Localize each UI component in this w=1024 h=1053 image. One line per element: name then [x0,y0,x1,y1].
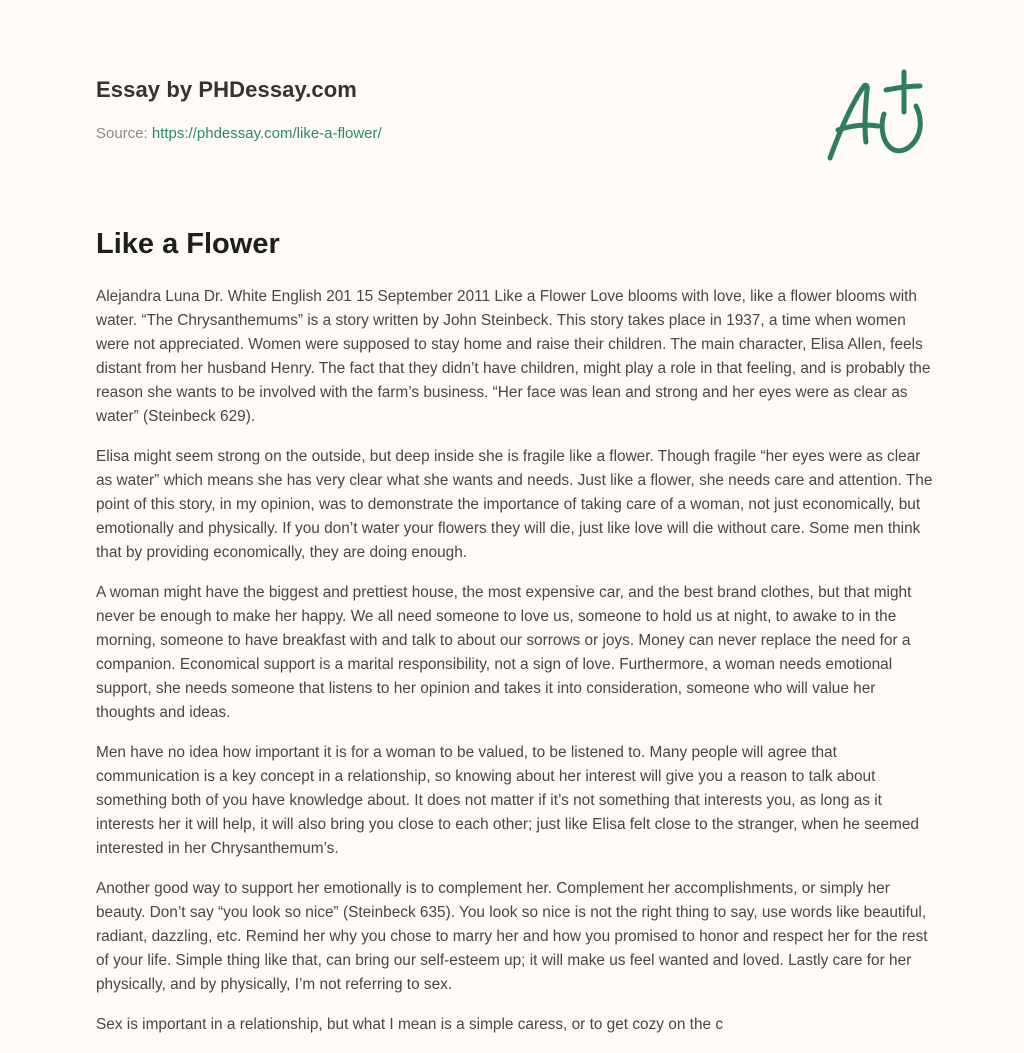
essay-body [96,285,936,1053]
source-line [96,124,796,144]
essay-paragraph: Men have no idea how important it is for a woman to be valued, to be listened to. Many people will agree that communication is a key concept in a relationship, so knowing about her interest will give you a reason to talk about something both of you have knowledge about. It does not matter if it’s not something that interests you, as long as it interests her it will help, it will also bring you close to each other; just like Elisa felt close to the stranger, when he seemed interested in her Chrysanthemum’s. [96,744,919,857]
source-label: Source: [96,125,152,142]
essay-paragraph: Alejandra Luna Dr. White English 201 15 September 2011 Like a Flower Love blooms with love, like a flower blooms with water. “The Chrysanthemums” is a story written by John Steinbeck. This story takes place in 1937, a time when women were not appreciated. Women were supposed to stay home and raise their children. The main character, Elisa Allen, feels distant from her husband Henry. The fact that they didn’t have children, might play a role in that feeling, and is probably the reason she wants to be involved with the farm’s business. “Her face was lean and strong and her eyes were as clear as water” (Steinbeck 629). [96,288,931,425]
a-plus-grade-icon [820,66,930,166]
essay-title: Like a Flower [96,228,280,260]
essay-paragraph: Elisa might seem strong on the outside, but deep inside she is fragile like a flower. Though fragile “her eyes were as clear as water” which means she has very clear what she wants and needs. Just like a flower, she needs care and attention. The point of this story, in my opinion, was to demonstrate the importance of taking care of a woman, not just economically, but emotionally and physically. If you don’t water your flowers they will die, just like love will die without care. Some men think that by providing economically, they are doing enough. [96,448,933,561]
essay-paragraph: Another good way to support her emotionally is to complement her. Complement her accomplishments, or simply her beauty. Don’t say “you look so nice” (Steinbeck 635). You look so nice is not the right thing to say, use words like beautiful, radiant, dazzling, etc. Remind her why you chose to marry her and how you promised to honor and respect her for the rest of your life. Simple thing like that, can bring our self-esteem up; it will make us feel wanted and loved. Lastly care for her physically, and by physically, I’m not referring to sex. [96,880,928,993]
page-header [96,76,796,144]
source-link[interactable]: https://phdessay.com/like-a-flower/ [151,125,382,142]
essay-paragraph: A woman might have the biggest and prettiest house, the most expensive car, and the best brand clothes, but that might never be enough to make her happy. We all need someone to love us, someone to hold us at night, to awake to in the morning, someone to have breakfast with and talk to about our sorrows or joys. Money can never replace the need for a companion. Economical support is a marital responsibility, not a sign of love. Furthermore, a woman needs emotional support, she needs someone that listens to her opinion and takes it into consideration, someone who will value her thoughts and ideas. [96,584,912,721]
essay-paragraph: Sex is important in a relationship, but what I mean is a simple caress, or to get cozy on the c [96,1016,724,1033]
site-title: Essay by PHDessay.com [96,77,357,102]
